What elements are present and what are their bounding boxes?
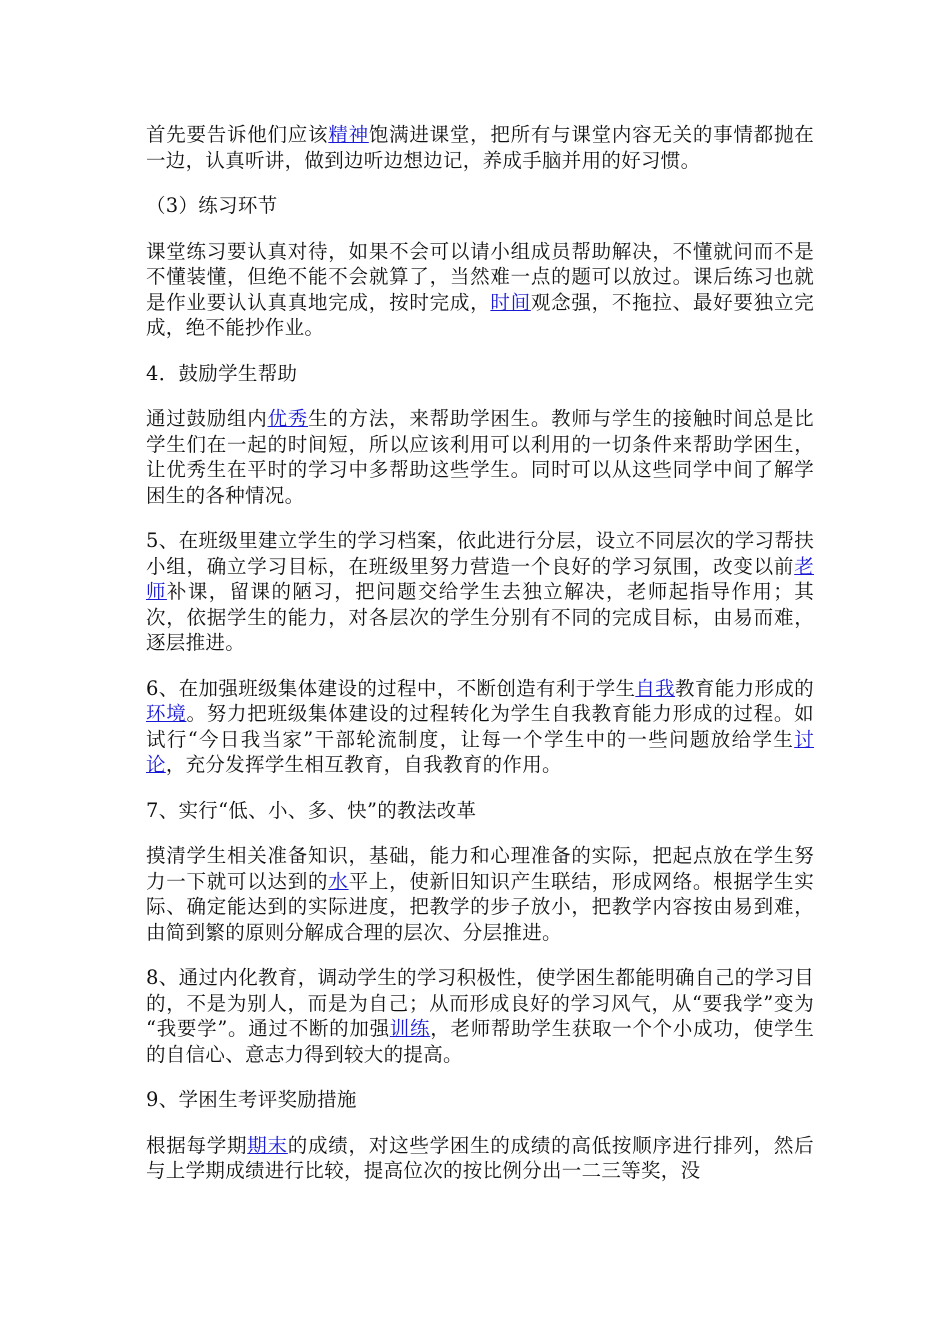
section-heading bbox=[146, 1087, 814, 1113]
text-link[interactable]: 精神 bbox=[328, 123, 369, 146]
text-run: ，老师帮助学生获取一个个小成功，使学生的自信心、意志力得到较大的提高。 bbox=[146, 1017, 815, 1066]
text-run: 通过鼓励组内 bbox=[146, 407, 268, 430]
text-link[interactable]: 优秀 bbox=[267, 407, 309, 430]
text-link[interactable]: 讨论 bbox=[146, 727, 814, 776]
text-run: 摸清学生相关准备知识，基础，能力和心理准备的实际，把起点放在学生努力一下就可以达到的 bbox=[146, 844, 814, 893]
paragraph bbox=[146, 122, 814, 173]
text-run: 5、在班级里建立学生的学习档案，依此进行分层，设立不同层次的学习帮扶小组，确立学习目标，在班级里努力营造一个良好的学习氛围，改变以前 bbox=[146, 529, 814, 578]
text-link[interactable]: 期末 bbox=[247, 1133, 288, 1157]
text-run: 平上，使新旧知识产生联结，形成网络。根据学生实际、确定能达到的实际进度，把教学的步子放小，把教学内容按由易到难，由简到繁的原则分解成合理的层次、分层推进。 bbox=[146, 869, 815, 944]
text-run: 的成绩，对这些学困生的成绩的高低按顺序进行排列，然后与上学期成绩进行比较，提高位次的按比例分出一二三等奖，没 bbox=[146, 1133, 814, 1182]
document-body bbox=[146, 122, 814, 1204]
paragraph bbox=[146, 965, 814, 1067]
text-link[interactable]: 老师 bbox=[146, 554, 814, 603]
section-heading bbox=[146, 361, 814, 387]
text-run: 7、实行“低、小、多、快”的教法改革 bbox=[146, 798, 477, 822]
paragraph bbox=[146, 676, 814, 778]
text-link[interactable]: 训练 bbox=[389, 1017, 431, 1040]
text-run: 根据每学期 bbox=[146, 1133, 248, 1157]
text-run: （3）练习环节 bbox=[146, 194, 278, 217]
text-run: 生的方法，来帮助学困生。教师与学生的接触时间总是比学生们在一起的时间短，所以应该利用可以利用的一切条件来帮助学困生，让优秀生在平时的学习中多帮助这些学生。同时可以从这些同学中间了解学困生的各种情况。 bbox=[146, 407, 814, 507]
text-link[interactable]: 自我 bbox=[635, 676, 676, 700]
paragraph bbox=[146, 843, 814, 945]
text-run: 4．鼓励学生帮助 bbox=[146, 361, 298, 385]
text-link[interactable]: 水 bbox=[328, 869, 349, 893]
paragraph bbox=[146, 1133, 814, 1184]
text-run: 教育能力形成的 bbox=[675, 676, 814, 700]
text-run: 9、学困生考评奖励措施 bbox=[146, 1088, 357, 1111]
paragraph bbox=[146, 239, 814, 341]
text-link[interactable]: 环境 bbox=[146, 702, 187, 725]
text-run: 6、在加强班级集体建设的过程中，不断创造有利于学生 bbox=[146, 676, 636, 700]
text-run: 课堂练习要认真对待，如果不会可以请小组成员帮助解决，不懂就问而不是不懂装懂，但绝不能不会就算了，当然难一点的题可以放过。课后练习也就是作业要认认真真地完成，按时完成， bbox=[146, 239, 814, 314]
text-run: 首先要告诉他们应该 bbox=[146, 123, 329, 146]
text-run: 8、通过内化教育，调动学生的学习积极性，使学困生都能明确自己的学习目的，不是为别人，而是为自己；从而形成良好的学习风气，从“要我学”变为 “我要学”。通过不断的加强 bbox=[146, 966, 814, 1040]
text-run: ，充分发挥学生相互教育，自我教育的作用。 bbox=[165, 753, 562, 776]
paragraph bbox=[146, 528, 814, 656]
text-run: 观念强，不拖拉、最好要独立完成，绝不能抄作业。 bbox=[146, 290, 814, 339]
paragraph bbox=[146, 406, 814, 508]
text-link[interactable]: 时间 bbox=[490, 290, 531, 314]
section-heading bbox=[146, 193, 814, 219]
text-run: 补课，留课的陋习，把问题交给学生去独立解决，老师起指导作用；其次，依据学生的能力，对各层次的学生分别有不同的完成目标，由易而难，逐层推进。 bbox=[146, 580, 814, 654]
text-run: 饱满进课堂，把所有与课堂内容无关的事情都抛在一边，认真听讲，做到边听边想边记，养成手脑并用的好习惯。 bbox=[146, 123, 814, 172]
section-heading bbox=[146, 798, 814, 824]
text-run: 。努力把班级集体建设的过程转化为学生自我教育能力形成的过程。如试行“今日我当家”干部轮流制度，让每一个学生中的一些问题放给学生 bbox=[146, 702, 814, 751]
